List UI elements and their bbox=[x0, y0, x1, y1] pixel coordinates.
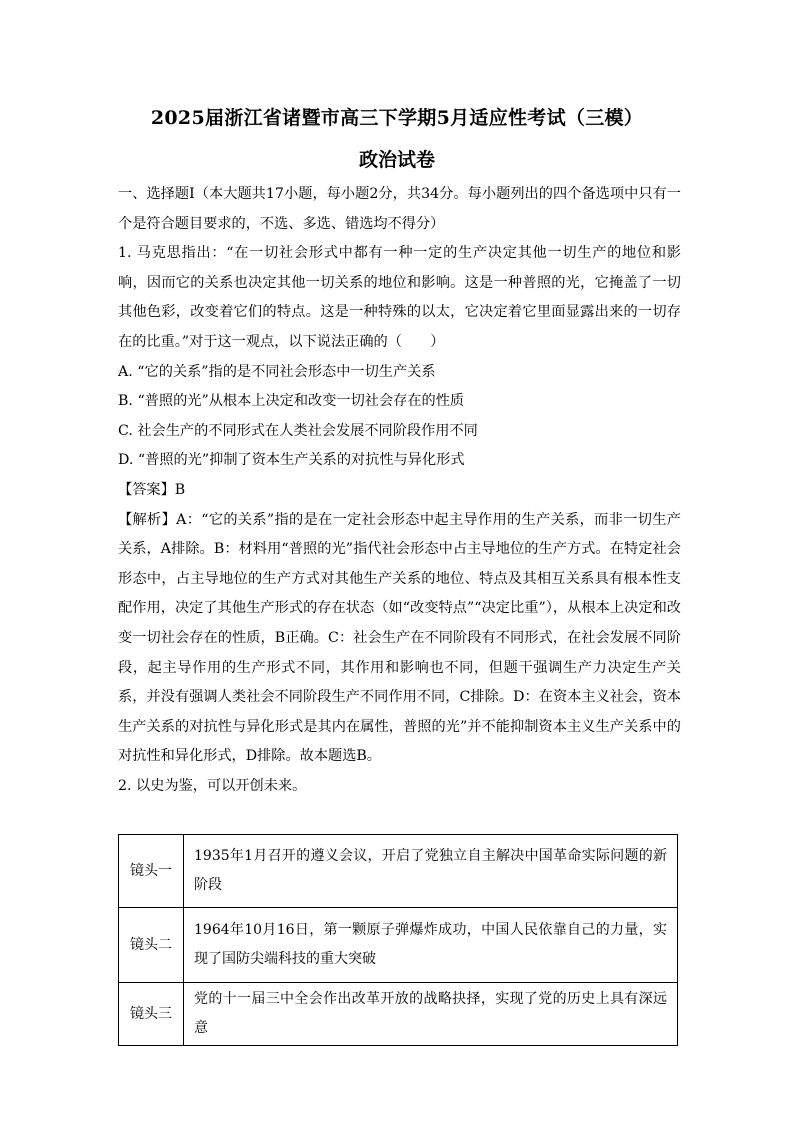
row-label: 镜头二 bbox=[119, 908, 184, 983]
table-row bbox=[119, 835, 678, 908]
doc-title: 2025届浙江省诸暨市高三下学期5月适应性考试（三模） bbox=[150, 107, 644, 129]
row-text: 党的十一届三中全会作出改革开放的战略抉择，实现了党的历史上具有深远意 bbox=[184, 983, 678, 1046]
q1-stem: 1. 马克思指出：“在一切社会形式中都有一种一定的生产决定其他一切生产的地位和影响，因而它的关系也决定其他一切关系的地位和影响。这是一种普照的光，它掩盖了一切其他色彩，改变着它们的特点。这是一种特殊的以太，它决定着它里面显露出来的一切存在的比重。”对于这一观点，以下说法正确的（ ） bbox=[118, 245, 681, 350]
question-body bbox=[118, 180, 681, 801]
q1-answer: 【答案】B bbox=[118, 481, 186, 498]
q1-option-d: D. “普照的光”抑制了资本生产关系的对抗性与异化形式 bbox=[118, 452, 465, 469]
row-text: 1964年10月16日，第一颗原子弹爆炸成功，中国人民依靠自己的力量，实现了国防尖端科技的重大突破 bbox=[184, 908, 678, 983]
row-text: 1935年1月召开的遵义会议，开启了党独立自主解决中国革命实际问题的新阶段 bbox=[184, 835, 678, 908]
q1-option-b: B. “普照的光”从根本上决定和改变一切社会存在的性质 bbox=[118, 393, 465, 410]
q1-option-c: C. 社会生产的不同形式在人类社会发展不同阶段作用不同 bbox=[118, 422, 478, 439]
q2-stem: 2. 以史为鉴，可以开创未来。 bbox=[118, 777, 307, 794]
doc-subtitle: 政治试卷 bbox=[358, 149, 435, 171]
row-label: 镜头一 bbox=[119, 835, 184, 908]
q2-table bbox=[118, 834, 678, 1046]
section-heading: 一、选择题Ⅰ（本大题共17小题，每小题2分，共34分。每小题列出的四个备选项中只有一个是符合题目要求的，不选、多选、错选均不得分） bbox=[118, 186, 681, 232]
q1-option-a: A. “它的关系”指的是不同社会形态中一切生产关系 bbox=[118, 363, 436, 380]
row-label: 镜头三 bbox=[119, 983, 184, 1046]
table-row bbox=[119, 983, 678, 1046]
q1-analysis: 【解析】A：“它的关系”指的是在一定社会形态中起主导作用的生产关系，而非一切生产关系，A排除。B：材料用“普照的光”指代社会形态中占主导地位的生产方式。在特定社会形态中，占主导地位的生产方式对其他生产关系的地位、特点及其相互关系具有根本性支配作用，决定了其他生产形式的存在状态（如“改变特点”“决定比重”），从根本上决定和改变一切社会存在的性质，B正确。C：社会生产在不同阶段有不同形式，在社会发展不同阶段，起主导作用的生产形式不同，其作用和影响也不同，但题干强调生产力决定生产关系，并没有强调人类社会不同阶段生产不同作用不同，C排除。D：在资本主义社会，资本生产关系的对抗性与异化形式是其内在属性，普照的光”并不能抑制资本主义生产关系中的对抗性和异化形式，D排除。故本题选B。 bbox=[118, 511, 681, 765]
table-row bbox=[119, 908, 678, 983]
